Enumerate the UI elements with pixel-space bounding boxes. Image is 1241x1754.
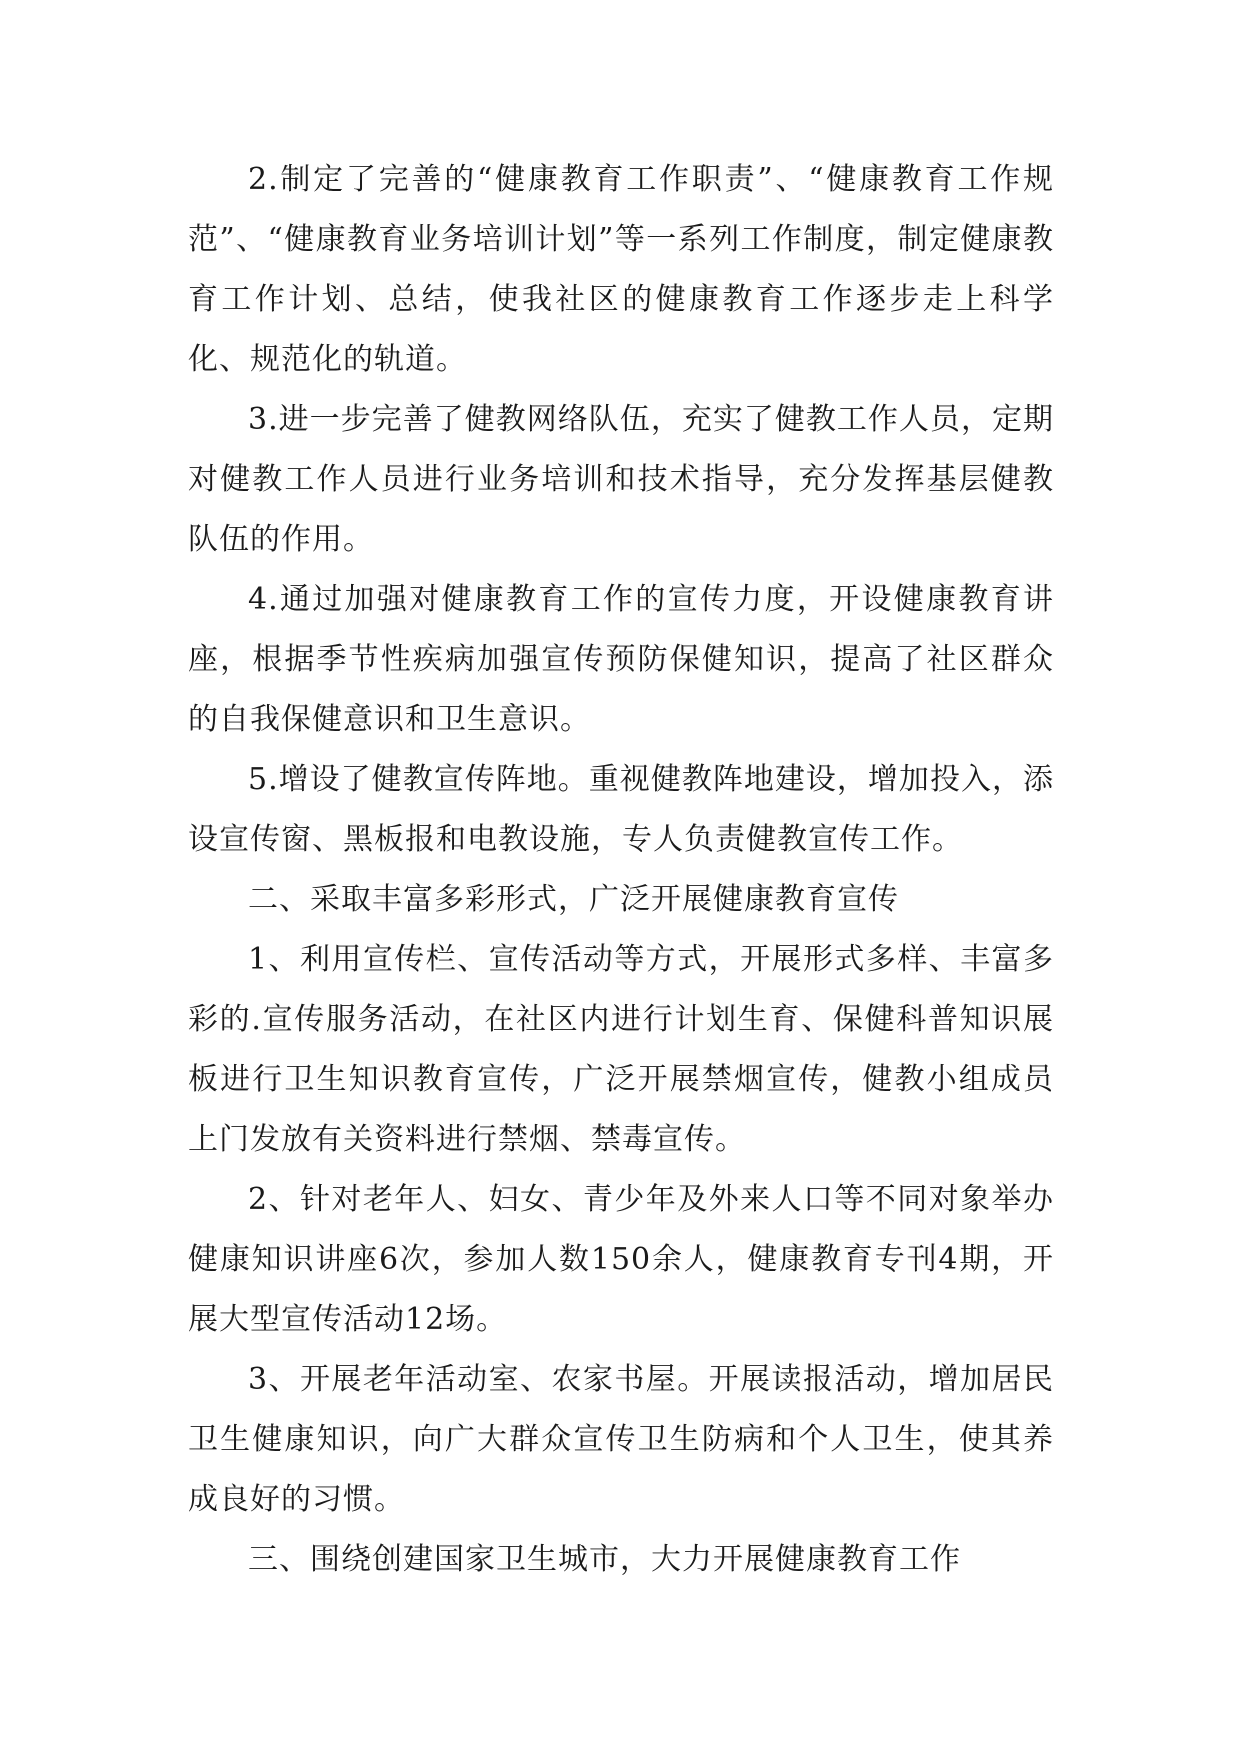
paragraph-item-4: 4.通过加强对健康教育工作的宣传力度，开设健康教育讲座，根据季节性疾病加强宣传预防保健知识，提高了社区群众的自我保健意识和卫生意识。 <box>188 582 1054 737</box>
document-body <box>188 150 1054 1590</box>
section-heading-2: 二、采取丰富多彩形式，广泛开展健康教育宣传 <box>248 882 899 917</box>
paragraph-item-3: 3.进一步完善了健教网络队伍，充实了健教工作人员，定期对健教工作人员进行业务培训和技术指导，充分发挥基层健教队伍的作用。 <box>188 402 1054 557</box>
paragraph-item-2: 2.制定了完善的“健康教育工作职责”、“健康教育工作规范”、“健康教育业务培训计划”等一系列工作制度，制定健康教育工作计划、总结，使我社区的健康教育工作逐步走上科学化、规范化的轨道。 <box>188 162 1054 377</box>
section-heading-3: 三、围绕创建国家卫生城市，大力开展健康教育工作 <box>248 1542 961 1577</box>
paragraph-section2-item-2: 2、针对老年人、妇女、青少年及外来人口等不同对象举办健康知识讲座6次，参加人数150余人，健康教育专刊4期，开展大型宣传活动12场。 <box>188 1182 1054 1337</box>
paragraph-item-5: 5.增设了健教宣传阵地。重视健教阵地建设，增加投入，添设宣传窗、黑板报和电教设施，专人负责健教宣传工作。 <box>188 762 1054 857</box>
paragraph-section2-item-3: 3、开展老年活动室、农家书屋。开展读报活动，增加居民卫生健康知识，向广大群众宣传卫生防病和个人卫生，使其养成良好的习惯。 <box>188 1362 1054 1517</box>
paragraph-section2-item-1: 1、利用宣传栏、宣传活动等方式，开展形式多样、丰富多彩的.宣传服务活动，在社区内进行计划生育、保健科普知识展板进行卫生知识教育宣传，广泛开展禁烟宣传，健教小组成员上门发放有关资料进行禁烟、禁毒宣传。 <box>188 942 1054 1157</box>
